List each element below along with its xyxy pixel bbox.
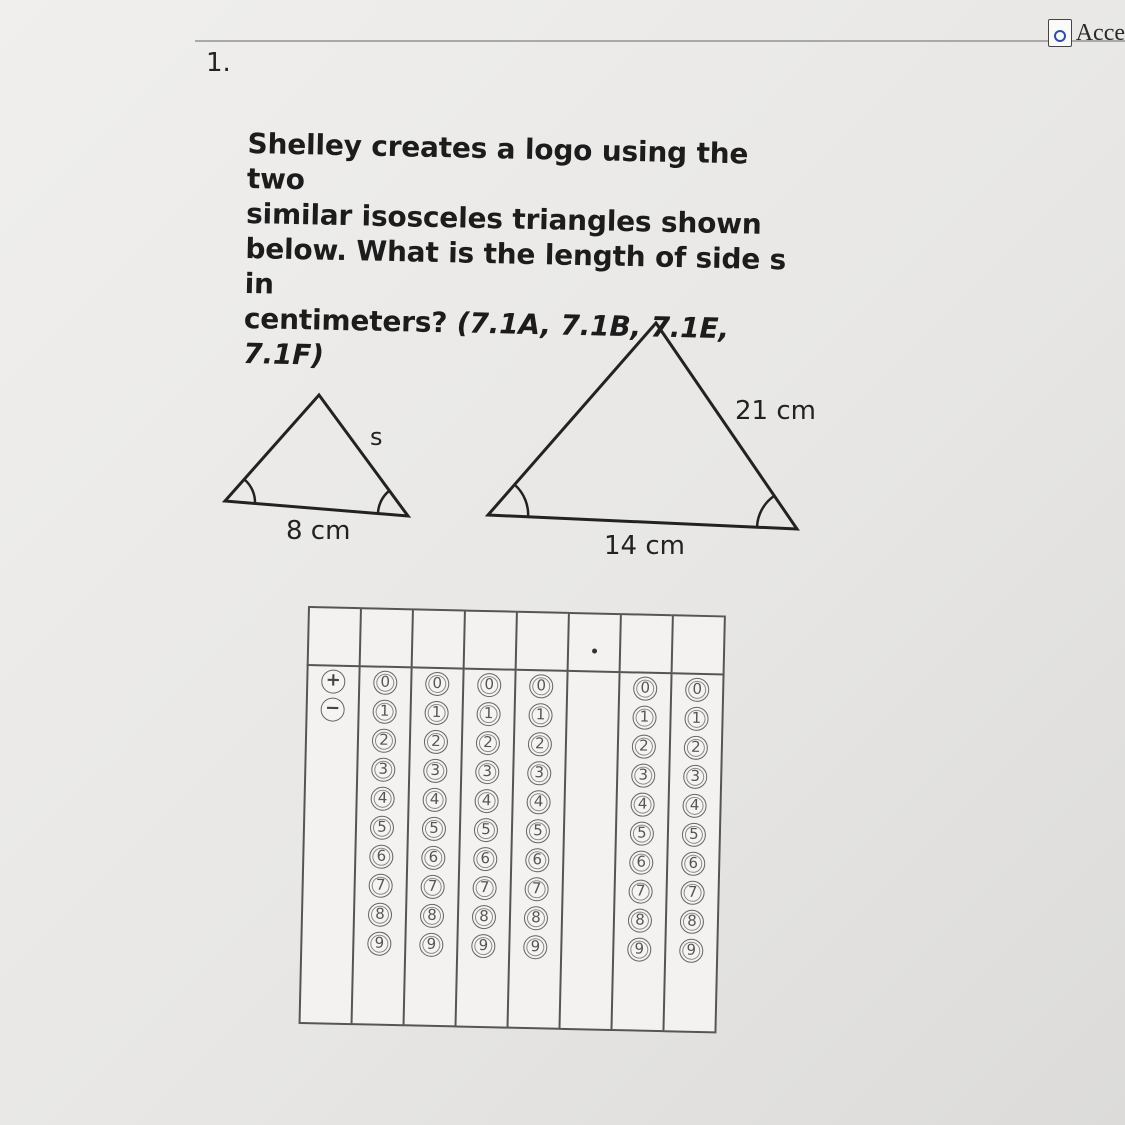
digit-bubble[interactable]: 8 [472,905,497,930]
small-left-angle-mark [245,480,255,503]
entry-box-3[interactable] [464,611,517,670]
digit-bubble[interactable]: 0 [425,672,450,697]
digit-bubble[interactable]: 6 [473,847,498,872]
digit-bubble[interactable]: 5 [370,815,395,840]
digit-bubble[interactable]: 0 [633,676,658,701]
digit-bubble[interactable]: 4 [422,788,447,813]
digit-bubble[interactable]: 3 [371,757,396,782]
digit-bubble[interactable]: 7 [420,875,445,900]
answer-grid [299,606,726,1033]
digit-bubble[interactable]: 3 [631,763,656,788]
digit-bubble[interactable]: 6 [681,852,706,877]
digit-column [455,669,515,1028]
digit-bubble[interactable]: 0 [477,673,502,698]
small-base-label: 8 cm [286,516,351,546]
small-right-angle-mark [378,491,389,514]
large-left-angle-mark [515,485,528,518]
digit-bubble[interactable]: 7 [680,881,705,906]
digit-bubble[interactable]: 5 [630,821,655,846]
entry-box-sign[interactable] [308,607,361,666]
digit-bubble[interactable]: 2 [632,734,657,759]
digit-bubble[interactable]: 3 [527,761,552,786]
digit-bubble[interactable]: 9 [419,933,444,958]
digit-bubble[interactable]: 0 [529,674,554,699]
plus-bubble[interactable]: + [321,669,346,694]
digit-bubble[interactable]: 6 [421,846,446,871]
digit-column [611,672,671,1031]
small-side-label: s [370,423,383,451]
question-line: similar isosceles triangles shown [245,196,762,241]
digit-bubble[interactable]: 6 [369,844,394,869]
bubble-row [300,665,724,1032]
digit-bubble[interactable]: 9 [679,939,704,964]
digit-bubble[interactable]: 7 [368,873,393,898]
digit-bubble[interactable]: 1 [424,701,449,726]
digit-bubble[interactable]: 2 [476,731,501,756]
digit-bubble[interactable]: 7 [472,876,497,901]
digit-bubble[interactable]: 2 [372,728,397,753]
decimal-column [559,671,619,1030]
entry-box-1[interactable] [360,608,413,667]
digit-bubble[interactable]: 2 [684,736,709,761]
digit-bubble[interactable]: 0 [373,671,398,696]
digit-bubble[interactable]: 1 [632,705,657,730]
large-right-angle-mark [757,496,774,527]
digit-bubble[interactable]: 3 [683,765,708,790]
small-triangle [225,395,408,516]
entry-box-5[interactable] [620,614,673,673]
entry-box-4[interactable] [516,612,569,671]
digit-bubble[interactable]: 1 [528,703,553,728]
standards-reference: (7.1A, 7.1B, 7.1E, 7.1F) [242,306,730,372]
digit-bubble[interactable]: 9 [471,934,496,959]
entry-box-6[interactable] [672,615,725,674]
digit-column [663,673,723,1032]
digit-bubble[interactable]: 9 [523,935,548,960]
digit-bubble[interactable]: 6 [629,850,654,875]
digit-bubble[interactable]: 7 [524,877,549,902]
question-line: Shelley creates a logo using the two [246,126,749,197]
digit-bubble[interactable]: 8 [680,910,705,935]
digit-bubble[interactable]: 2 [424,730,449,755]
question-line-text: below. What is the length of side s in [244,231,787,301]
digit-bubble[interactable]: 8 [628,908,653,933]
question-line-text: centimeters? [243,301,448,340]
decimal-point [591,648,596,653]
digit-bubble[interactable]: 1 [372,699,397,724]
large-base-label: 14 cm [604,531,685,561]
entry-box-2[interactable] [412,609,465,668]
answer-entry-row [308,607,725,674]
decimal-point-box [568,613,621,672]
digit-bubble[interactable]: 5 [682,823,707,848]
digit-bubble[interactable]: 3 [475,760,500,785]
digit-bubble[interactable]: 4 [526,790,551,815]
large-triangle [488,323,797,529]
digit-bubble[interactable]: 9 [627,937,652,962]
digit-bubble[interactable]: 2 [528,732,553,757]
minus-bubble[interactable]: − [320,697,345,722]
digit-bubble[interactable]: 4 [474,789,499,814]
digit-bubble[interactable]: 0 [685,678,710,703]
digit-bubble[interactable]: 8 [524,906,549,931]
digit-bubble[interactable]: 4 [370,786,395,811]
digit-bubble[interactable]: 5 [526,819,551,844]
digit-bubble[interactable]: 4 [682,794,707,819]
digit-column [352,666,412,1025]
digit-bubble[interactable]: 6 [525,848,550,873]
digit-bubble[interactable]: 5 [422,817,447,842]
question-number: 1. [206,48,231,78]
griddable-answer-table [299,606,726,1033]
digit-bubble[interactable]: 8 [420,904,445,929]
digit-bubble[interactable]: 9 [367,931,392,956]
digit-bubble[interactable]: 4 [630,792,655,817]
large-side-label: 21 cm [735,396,816,426]
digit-bubble[interactable]: 1 [684,707,709,732]
digit-bubble[interactable]: 1 [476,702,501,727]
digit-column [404,667,464,1026]
digit-bubble[interactable]: 8 [368,902,393,927]
digit-bubble[interactable]: 7 [628,879,653,904]
sign-column [300,665,360,1024]
digit-bubble[interactable]: 3 [423,759,448,784]
accessibility-label: Acce [1075,19,1125,46]
digit-bubble[interactable]: 5 [474,818,499,843]
digit-column [507,670,567,1029]
